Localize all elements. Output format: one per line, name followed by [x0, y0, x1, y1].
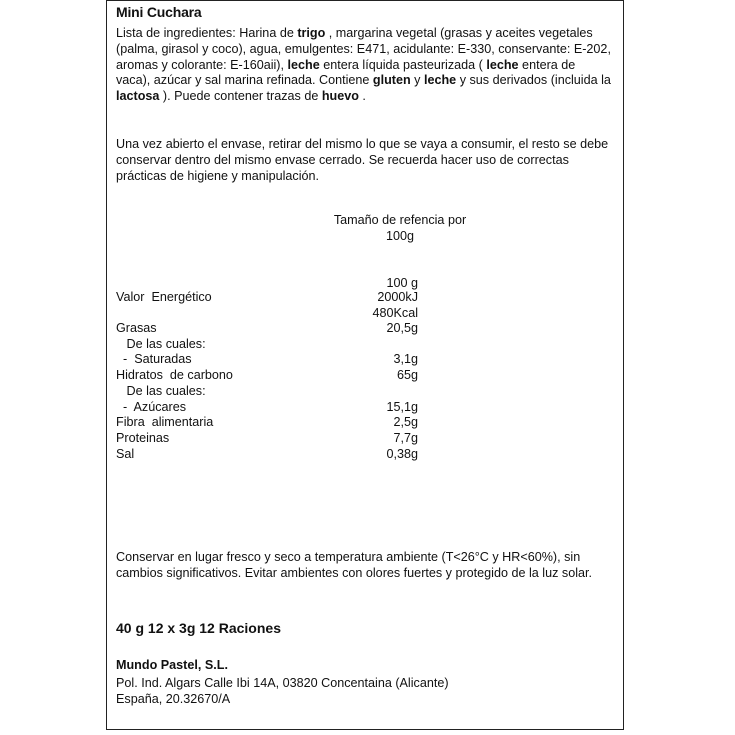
nutrition-row: - Azúcares 15,1g — [116, 400, 418, 414]
allergen-leche: leche — [287, 57, 320, 72]
nutrition-row: De las cuales: — [116, 337, 206, 351]
allergen-gluten: gluten — [372, 73, 411, 88]
storage-note: Una vez abierto el envase, retirar del mismo lo que se vaya a consumir, el resto se debe conservar dentro del mismo envase cerrado. Se recuerda hacer uso de correctas prácticas de higiene y manipulación. — [116, 137, 609, 183]
nutrition-row: Sal 0,38g — [116, 447, 418, 461]
nutrition-column-header: 100 g — [386, 276, 418, 290]
allergen-trigo: trigo — [297, 26, 326, 40]
allergen-leche: leche — [423, 73, 457, 88]
allergen-lactosa: lactosa — [116, 89, 160, 104]
ingredients-text: Lista de ingredientes: Harina de trigo , margarina vegetal (grasas y aceites vegetales (palma, girasol y coco), agua, emulgentes: E471, acidulante: E-330, conservante: E-202, aromas y colorante: E-160aii), leche entera líquida pasteurizada ( leche entera de vaca), azúcar y sal marina refinada. Contiene gluten y leche y sus derivados (incluida la lactosa ). Puede contener trazas de huevo . — [116, 26, 611, 104]
nutrition-row: Grasas 20,5g — [116, 321, 418, 335]
nutrition-reference: Tamaño de refencia por 100g — [333, 213, 467, 243]
nutrition-row: - Saturadas 3,1g — [116, 352, 418, 366]
product-title: Mini Cuchara — [116, 4, 202, 20]
company-address: Pol. Ind. Algars Calle Ibi 14A, 03820 Concentaina (Alicante) — [116, 676, 449, 690]
nutrition-row: De las cuales: — [116, 384, 206, 398]
nutrition-row: Valor Energético 2000kJ — [116, 290, 418, 304]
conservation-note: Conservar en lugar fresco y seco a temperatura ambiente (T<26°C y HR<60%), sin cambios significativos. Evitar ambientes con olores fuertes y protegido de la luz solar. — [116, 550, 592, 580]
nutrition-row: Fibra alimentaria 2,5g — [116, 415, 418, 429]
allergen-huevo: huevo — [321, 89, 359, 104]
company-name: Mundo Pastel, S.L. — [116, 658, 228, 672]
allergen-leche: leche — [486, 57, 519, 72]
nutrition-row: Proteinas 7,7g — [116, 431, 418, 445]
nutrition-row: Hidratos de carbono 65g — [116, 368, 418, 382]
nutrition-row: 480Kcal — [372, 306, 418, 320]
portion-info: 40 g 12 x 3g 12 Raciones — [116, 620, 281, 636]
company-registry: España, 20.32670/A — [116, 692, 231, 706]
